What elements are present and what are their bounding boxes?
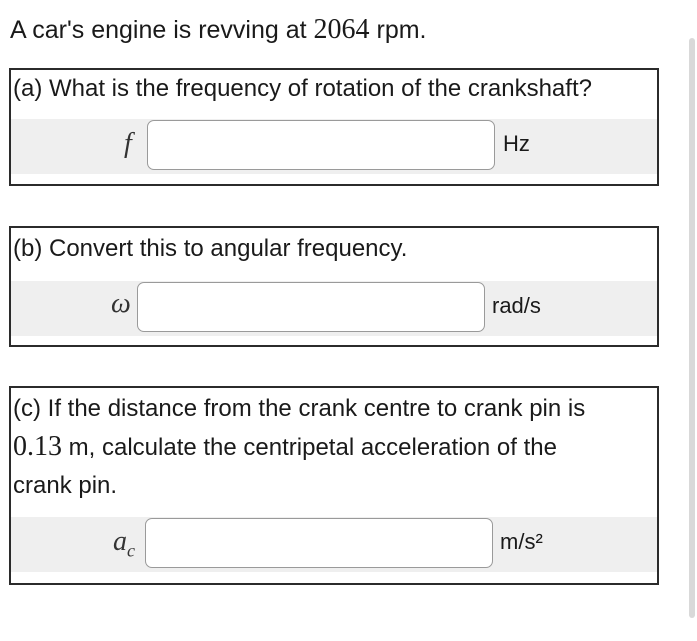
- question-c-line1: (c) If the distance from the crank centre to crank pin is: [13, 395, 586, 422]
- frequency-input[interactable]: [147, 120, 495, 170]
- centripetal-acceleration-input[interactable]: [145, 518, 493, 568]
- question-box-c: [9, 386, 659, 585]
- question-b-text: (b) Convert this to angular frequency.: [13, 235, 408, 262]
- acceleration-symbol-subscript: c: [127, 540, 135, 561]
- acceleration-symbol-main: a: [113, 526, 127, 557]
- centripetal-acceleration-unit: m/s²: [500, 529, 543, 554]
- centripetal-acceleration-symbol: [113, 526, 135, 562]
- answer-row-a: [11, 119, 657, 174]
- question-box-a: [9, 68, 659, 186]
- question-c-text: [11, 388, 657, 505]
- question-c-line2-text: m, calculate the centripetal acceleration of the: [62, 434, 557, 461]
- angular-frequency-symbol: ω: [111, 288, 131, 319]
- distance-value: 0.13: [13, 431, 62, 462]
- angular-frequency-input[interactable]: [137, 282, 485, 332]
- rpm-value: 2064: [313, 14, 370, 45]
- question-box-b: [9, 226, 659, 347]
- intro-prefix: A car's engine is revving at: [10, 16, 314, 44]
- intro-suffix: rpm.: [369, 16, 427, 44]
- vertical-scrollbar[interactable]: [689, 38, 695, 618]
- frequency-symbol: f: [124, 128, 132, 159]
- question-c-line3: crank pin.: [13, 472, 118, 499]
- angular-frequency-unit: rad/s: [492, 293, 541, 318]
- question-a-text: (a) What is the frequency of rotation of the crankshaft?: [13, 75, 592, 102]
- question-c-line2: [13, 428, 657, 467]
- problem-statement: [10, 14, 427, 46]
- frequency-unit: Hz: [503, 131, 530, 156]
- answer-row-b: [11, 281, 657, 336]
- answer-row-c: [11, 517, 657, 572]
